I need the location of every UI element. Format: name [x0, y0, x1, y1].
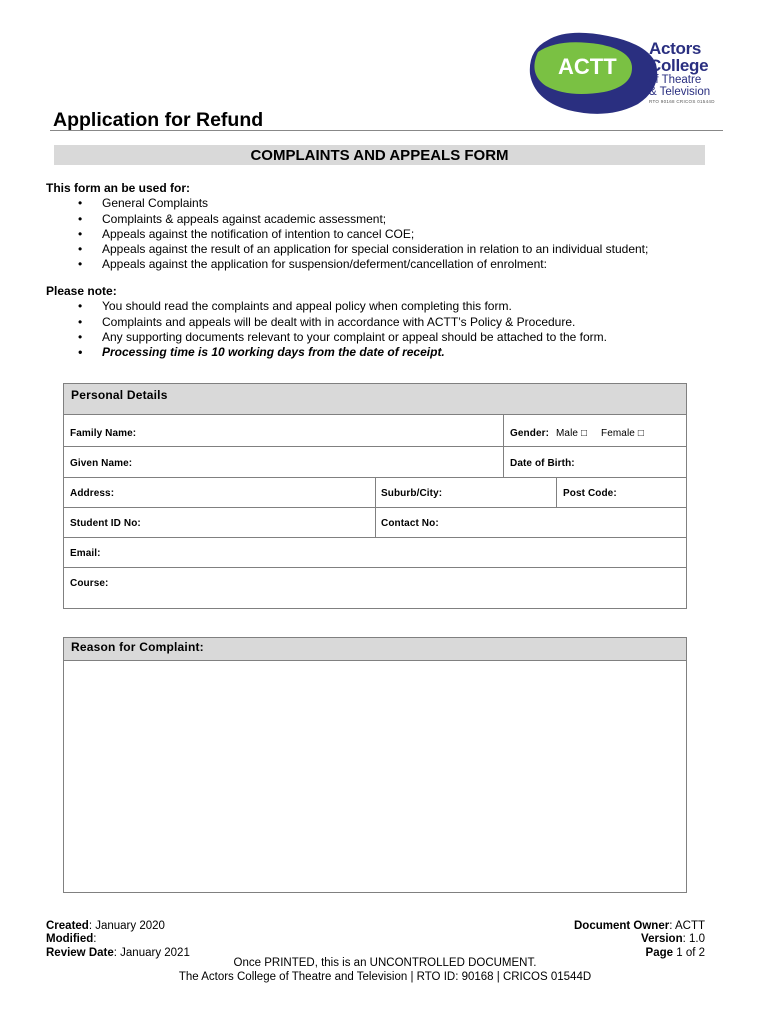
row-divider — [64, 537, 686, 538]
list-item: • You should read the complaints and appeal policy when completing this form. — [46, 299, 736, 314]
list-item: • Complaints and appeals will be dealt with in accordance with ACTT’s Policy & Procedure. — [46, 315, 736, 330]
date-of-birth-field[interactable]: Date of Birth: — [510, 458, 575, 469]
address-field[interactable]: Address: — [70, 488, 115, 499]
personal-details-table — [63, 383, 687, 609]
form-title-banner: COMPLAINTS AND APPEALS FORM — [54, 145, 705, 165]
uncontrolled-notice: Once PRINTED, this is an UNCONTROLLED DOCUMENT. — [233, 957, 537, 969]
review-value: : January 2021 — [113, 946, 190, 959]
list-item: • Any supporting documents relevant to your complaint or appeal should be attached to the form. — [46, 330, 736, 345]
contact-no-field[interactable]: Contact No: — [381, 518, 439, 529]
personal-details-heading: Personal Details — [71, 388, 168, 402]
created-label: Created — [46, 920, 89, 932]
title-divider — [50, 130, 723, 131]
footer-left — [46, 920, 190, 960]
note-list — [46, 299, 736, 360]
version-value: : 1.0 — [682, 933, 705, 946]
logo-line-4: & Television — [649, 86, 711, 98]
modified-line — [46, 933, 190, 946]
reason-header — [64, 638, 686, 661]
footer-right — [574, 920, 705, 960]
row-divider — [64, 446, 686, 447]
page-title: Application for Refund — [53, 109, 264, 131]
list-item: • Appeals against the application for suspension/deferment/cancellation of enrolment: — [46, 257, 736, 272]
column-divider — [375, 477, 376, 537]
row-divider — [64, 567, 686, 568]
logo-line-3: of Theatre — [649, 74, 702, 86]
logo-wordmark — [649, 40, 715, 104]
list-item: • Appeals against the notification of intention to cancel COE; — [46, 227, 736, 242]
processing-time-note: • Processing time is 10 working days from the date of receipt. — [46, 345, 736, 360]
column-divider — [556, 477, 557, 507]
version-line — [574, 933, 705, 946]
logo-line-2: College — [649, 56, 709, 75]
intro-list — [46, 196, 736, 272]
version-label: Version — [641, 933, 683, 946]
logo-line-1: Actors — [649, 39, 702, 58]
reason-heading: Reason for Complaint: — [71, 640, 204, 654]
reason-text-area[interactable] — [64, 661, 686, 893]
modified-label: Modified — [46, 933, 94, 946]
student-id-field[interactable]: Student ID No: — [70, 518, 141, 529]
intro-lead: This form an be used for: — [46, 181, 191, 195]
college-info: The Actors College of Theatre and Television | RTO ID: 90168 | CRICOS 01544D — [178, 970, 592, 983]
personal-details-header — [64, 384, 686, 415]
gender-label: Gender: — [510, 428, 550, 439]
owner-line — [574, 920, 705, 933]
footer-center — [0, 957, 770, 984]
note-section — [46, 284, 736, 360]
email-field[interactable]: Email: — [70, 548, 101, 559]
given-name-field[interactable]: Given Name: — [70, 458, 133, 469]
owner-label: Document Owner — [574, 920, 670, 932]
created-value: : January 2020 — [88, 920, 165, 932]
modified-value: : — [93, 933, 97, 946]
list-item: • General Complaints — [46, 196, 736, 211]
list-item: • Complaints & appeals against academic assessment; — [46, 212, 736, 227]
created-line — [46, 920, 190, 933]
course-field[interactable]: Course: — [70, 578, 109, 589]
note-lead: Please note: — [46, 284, 117, 298]
owner-value: : ACTT — [669, 920, 705, 932]
reason-for-complaint-box — [63, 637, 687, 893]
family-name-field[interactable]: Family Name: — [70, 428, 137, 439]
gender-male-checkbox[interactable]: Male □ — [556, 428, 588, 439]
suburb-city-field[interactable]: Suburb/City: — [381, 488, 443, 499]
post-code-field[interactable]: Post Code: — [563, 488, 617, 499]
gender-female-checkbox[interactable]: Female □ — [601, 428, 644, 439]
page-value: 1 of 2 — [673, 946, 705, 959]
page-label: Page — [645, 946, 674, 959]
column-divider — [503, 415, 504, 477]
list-item: • Appeals against the result of an application for special consideration in relation to an individual student; — [46, 242, 736, 257]
logo-small-print: RTO 90168 CRICOS 01544D — [649, 99, 715, 104]
logo-badge: ACTT — [558, 54, 617, 79]
intro-section — [46, 181, 736, 273]
review-label: Review Date — [46, 946, 114, 959]
